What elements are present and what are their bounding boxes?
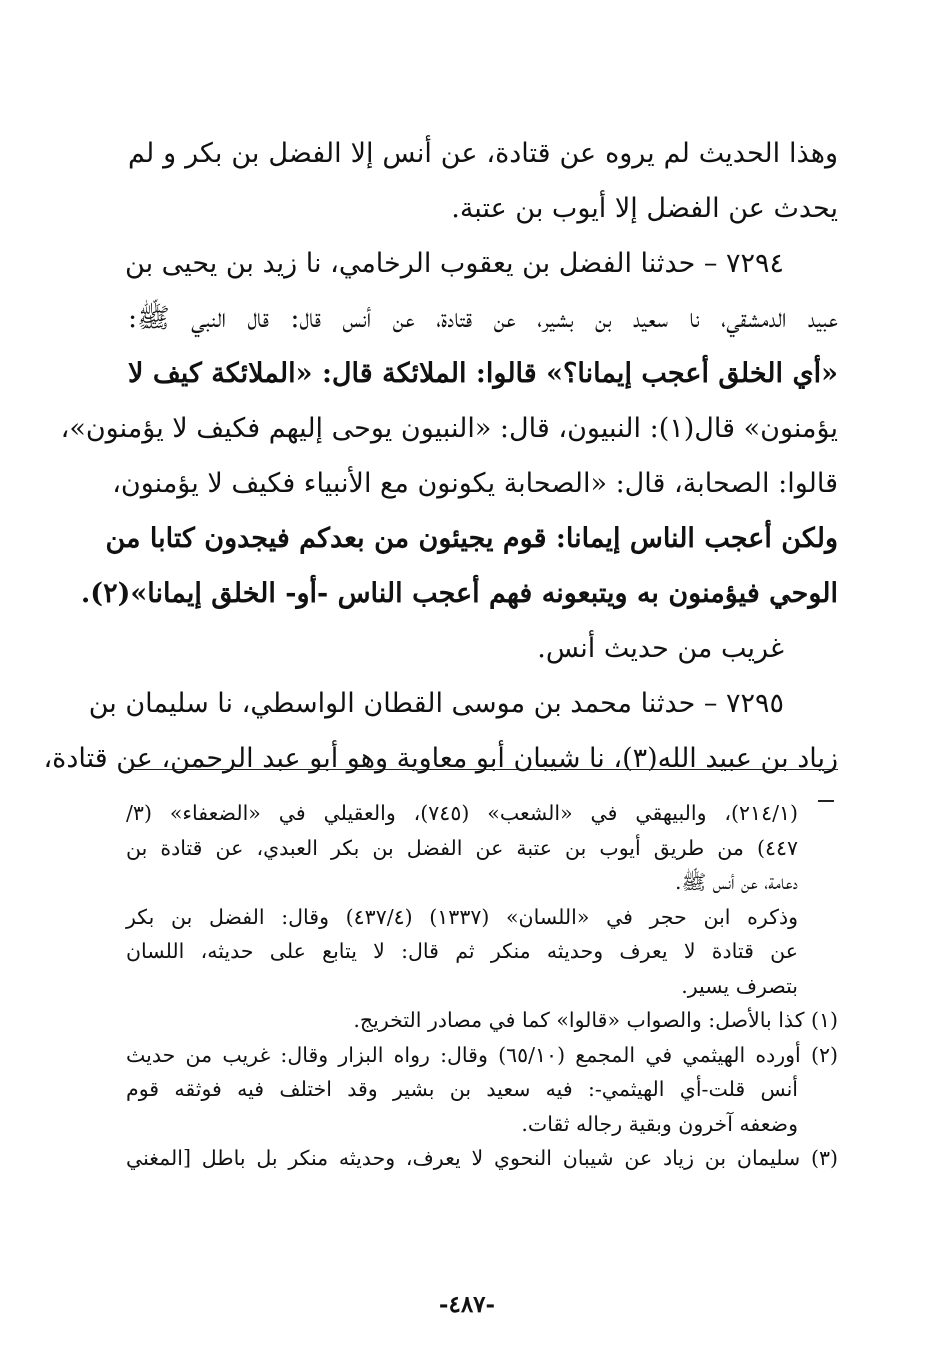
text-line: يحدث عن الفضل إلا أيوب بن عتبة. xyxy=(451,193,838,224)
footnote-line: عن قتادة لا يعرف وحديثه منكر ثم قال: لا يتابع على حديثه، اللسان xyxy=(126,939,798,963)
text-line: ٧٢٩٥ – حدثنا محمد بن موسى القطان الواسطي، نا سليمان بن xyxy=(88,688,784,719)
footnote-line: (١) كذا بالأصل: والصواب «قالوا» كما في مصادر التخريج. xyxy=(353,1008,838,1032)
footnote-line: وذكره ابن حجر في «اللسان» (١٣٣٧) (٤٣٧/٤) وقال: الفضل بن بكر xyxy=(126,904,799,929)
footnote-line: بتصرف يسير. xyxy=(681,973,798,998)
page-number: -٤٨٧- xyxy=(438,1291,496,1318)
main-text xyxy=(43,126,839,786)
text-line: عبيد الدمشقي، نا سعيد بن بشير، عن قتادة، عن أنس قال: قال النبي ﷺ: xyxy=(128,303,838,334)
text-line: قالوا: الصحابة، قال: «الصحابة يكونون مع الأنبياء فكيف لا يؤمنون، xyxy=(112,468,838,499)
text-line: زياد بن عبيد الله(٣)، نا شيبان أبو معاوية وهو أبو عبد الرحمن، عن قتادة، xyxy=(43,743,838,774)
text-line: الوحي فيؤمنون به ويتبعونه فهم أعجب الناس -أو- الخلق إيمانا»(٢). xyxy=(80,578,838,609)
text-line: «أي الخلق أعجب إيمانا؟» قالوا: الملائكة قال: «الملائكة كيف لا xyxy=(128,358,838,389)
footnote-line: (٣) سليمان بن زياد عن شيبان النحوي لا يعرف، وحديثه منكر بل باطل [المغني xyxy=(126,1146,838,1170)
footnote-line: ٤٤٧) من طريق أيوب بن عتبة عن الفضل بن بكر العبدي، عن قتادة بن xyxy=(126,835,798,860)
footnote-line: دعامة، عن أنس ﷺ. xyxy=(674,870,798,894)
footnote-line: (٢١٤/١)، والبيهقي في «الشعب» (٧٤٥)، والعقيلي في «الضعفاء» (٣/ xyxy=(126,801,798,825)
text-line: يؤمنون» قال(١): النبيون، قال: «النبيون يوحى إليهم فكيف لا يؤمنون»، xyxy=(60,413,838,444)
text-line: ولكن أعجب الناس إيمانا: قوم يجيئون من بعدكم فيجدون كتابا من xyxy=(105,523,838,554)
footnote-line: أنس قلت-أي الهيثمي-: فيه سعيد بن بشير وقد اختلف فيه فوثقه قوم xyxy=(126,1077,798,1101)
text-line: وهذا الحديث لم يروه عن قتادة، عن أنس إلا الفضل بن بكر و لم xyxy=(128,138,839,169)
text-line: غريب من حديث أنس. xyxy=(537,633,784,664)
footnote-line: (٢) أورده الهيثمي في المجمع (٦٥/١٠) وقال: رواه البزار وقال: غريب من حديث xyxy=(126,1042,838,1067)
text-line: ٧٢٩٤ – حدثنا الفضل بن يعقوب الرخامي، نا زيد بن يحيى بن xyxy=(125,248,784,279)
footnote-separator xyxy=(128,769,838,770)
footnotes xyxy=(126,796,838,1176)
footnote-line: وضعفه آخرون وبقية رجاله ثقات. xyxy=(521,1111,798,1136)
